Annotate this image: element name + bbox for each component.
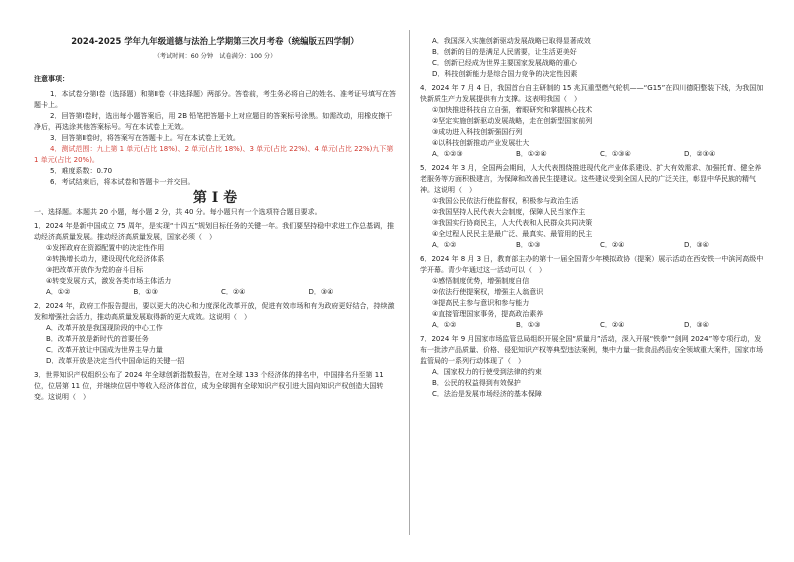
choice-c: C．①③④ bbox=[600, 150, 631, 158]
choice-d: D．②③④ bbox=[684, 150, 716, 158]
statement: ②转换增长动力，建设现代化经济体系 bbox=[46, 255, 165, 263]
statement: ②我国坚持人民代表大会制度，保障人民当家作主 bbox=[432, 208, 586, 216]
choice-b: B．①③ bbox=[516, 241, 541, 249]
question-stem: 1．2024 年是新中国成立 75 周年，是实现“十四五”规划目标任务的关键一年。我们要坚持稳中求进工作总基调，推动经济高质量发展。推动经济高质量发展，国家必须（ ） bbox=[34, 222, 395, 241]
option-a: A．改革开放是我国现阶段的中心工作 bbox=[46, 324, 163, 332]
choice-a: A．①②③ bbox=[432, 150, 463, 158]
choice-row bbox=[432, 320, 768, 331]
statement: ③把改革开放作为党的奋斗目标 bbox=[46, 266, 144, 274]
statement: ④直接管理国家事务，提高政治素养 bbox=[432, 310, 544, 318]
exam-subtitle: （考试时间：60 分钟 试卷满分：100 分） bbox=[153, 53, 277, 60]
question-stem: 5．2024 年 3 月，全国两会期间，人大代表围绕推进现代化产业体系建设、扩大有效需求、加强托育、健全养老服务等方面积极建言，为保障和改善民生提建议。这些建议受到全国人民的广泛关注，彰显中华民族的精气神。这说明（ ） bbox=[420, 164, 762, 194]
choice-row bbox=[432, 240, 768, 251]
statement: ④全过程人民民主是最广泛、最真实、最管用的民主 bbox=[432, 230, 593, 238]
question-7 bbox=[420, 334, 768, 400]
statement: ③我国实行协商民主，人大代表和人民群众共同决策 bbox=[432, 219, 593, 227]
option-d: D．科技创新能力是综合国力竞争的决定性因素 bbox=[432, 70, 578, 78]
question-1 bbox=[34, 221, 396, 298]
option-b: B．创新的目的是满足人民需要，让生活更美好 bbox=[432, 48, 577, 56]
notice-item: 1．本试卷分第Ⅰ卷（选择题）和第Ⅱ卷（非选择题）两部分。答卷前，考生务必将自己的姓名、准考证号填写在答题卡上。 bbox=[34, 90, 396, 109]
statement: ③成功进入科技创新强国行列 bbox=[432, 128, 523, 136]
choice-d: D．③④ bbox=[684, 241, 709, 249]
question-4 bbox=[420, 83, 768, 160]
question-stem: 2．2024 年，政府工作报告提出，要以更大的决心和力度深化改革开放，促进有效市场和有为政府更好结合，持续激发和增强社会活力，推动高质量发展取得新的更大成效。这说明（ ） bbox=[34, 302, 395, 321]
choice-c: C．②④ bbox=[600, 321, 625, 329]
question-3-options bbox=[420, 36, 768, 80]
notice-heading: 注意事项： bbox=[34, 75, 69, 83]
notice-item: 3．回答第Ⅱ卷时，将答案写在答题卡上。写在本试卷上无效。 bbox=[50, 134, 240, 142]
choice-c: C．②④ bbox=[221, 288, 246, 296]
left-column bbox=[34, 36, 396, 403]
option-c: C．创新已经成为世界主要国家发展战略的重心 bbox=[432, 59, 577, 67]
statement: ②依法行使提案权，增强主人翁意识 bbox=[432, 288, 544, 296]
statement: ④以科技创新推动产业发展壮大 bbox=[432, 139, 530, 147]
section-roman: 第 Ⅰ 卷 bbox=[192, 190, 238, 206]
choice-a: A．①② bbox=[432, 321, 457, 329]
section-instruction: 一、选择题。本题共 20 小题，每小题 2 分，共 40 分。每小题只有一个选项符合题目要求。 bbox=[34, 208, 322, 216]
notice-item: 2．回答第Ⅰ卷时，选出每小题答案后，用 2B 铅笔把答题卡上对应题目的答案标号涂黑。如需改动，用橡皮擦干净后，再选涂其他答案标号。写在本试卷上无效。 bbox=[34, 112, 393, 131]
exam-title: 2024-2025 学年九年级道德与法治上学期第三次月考卷（统编版五四学制） bbox=[71, 36, 359, 46]
statement: ②坚定实施创新驱动发展战略，走在创新型国家前列 bbox=[432, 117, 593, 125]
column-divider bbox=[409, 30, 410, 535]
question-5 bbox=[420, 163, 768, 251]
option-c: C．法治是发展市场经济的基本保障 bbox=[432, 390, 542, 398]
choice-b: B．①②④ bbox=[516, 150, 547, 158]
option-b: B．公民的权益得到有效保护 bbox=[432, 379, 521, 387]
statement: ③提高民主参与意识和参与能力 bbox=[432, 299, 530, 307]
choice-row bbox=[432, 149, 768, 160]
question-6 bbox=[420, 254, 768, 331]
notice-item-scope: 4．测试范围：九上第 1 单元(占比 18%)、2 单元(占比 18%)、3 单元(占比 22%)、4 单元(占比 22%)九下第 1 单元(占比 20%)。 bbox=[34, 145, 394, 164]
question-stem: 7．2024 年 9 月国家市场监管总局组织开展全国“质量月”活动，深入开展“铁拳”“剑网 2024”等专项行动，发布一批涉产品质量、价格、侵犯知识产权等典型违法案例，集中力量一批食品药品安全领域重大案件，国家市场监管局的一系列行动体现了（ ） bbox=[420, 335, 763, 365]
choice-a: A．①② bbox=[432, 241, 457, 249]
choice-a: A．①② bbox=[46, 288, 71, 296]
option-c: C．改革开放让中国成为世界主导力量 bbox=[46, 346, 163, 354]
right-column bbox=[420, 36, 768, 400]
option-a: A．国家权力的行使受到法律的约束 bbox=[432, 368, 542, 376]
choice-d: D．③④ bbox=[684, 321, 709, 329]
choice-d: D．③④ bbox=[308, 288, 334, 296]
notice-item: 6．考试结束后，将本试卷和答题卡一并交回。 bbox=[50, 178, 195, 186]
notice-item: 5．难度系数：0.70 bbox=[50, 167, 113, 175]
question-stem: 4．2024 年 7 月 4 日，我国首台自主研制的 15 兆瓦重型燃气轮机——“G15”在四川德阳整装下线，为我国加快新质生产力发展提供有力支撑。这表明我国（ ） bbox=[420, 84, 764, 103]
choice-b: B．①③ bbox=[516, 321, 541, 329]
question-2 bbox=[34, 301, 396, 367]
choice-row bbox=[46, 287, 396, 298]
statement: ①发挥政府在资源配置中的决定性作用 bbox=[46, 244, 165, 252]
option-d: D．改革开放是决定当代中国命运的关键一招 bbox=[46, 357, 185, 365]
choice-c: C．②④ bbox=[600, 241, 625, 249]
statement: ④转变发展方式，激发各类市场主体活力 bbox=[46, 277, 172, 285]
question-stem: 6．2024 年 8 月 3 日，教育部主办的第十一届全国青少年模拟政协（提案）展示活动在西安铁一中滨河高级中学开幕。青少年通过这一活动可以（ ） bbox=[420, 255, 764, 274]
option-a: A．我国深入实施创新驱动发展战略已取得显著成效 bbox=[432, 37, 591, 45]
question-stem: 3．世界知识产权组织公布了 2024 年全球创新指数报告，在对全球 133 个经济体的排名中，中国排名升至第 11 位，位居第 11 位，并继续位居中等收入经济体首位，成为全球拥有全球知识产权引进大国向知识产权创造大国转变。这说明（ ） bbox=[34, 371, 384, 401]
statement: ①感悟制度优势，增强制度自信 bbox=[432, 277, 530, 285]
statement: ①加快推进科技自立自强，着眼研究和掌握核心技术 bbox=[432, 106, 593, 114]
statement: ①我国公民依法行使监督权，积极参与政治生活 bbox=[432, 197, 579, 205]
choice-b: B．①③ bbox=[133, 288, 158, 296]
question-3 bbox=[34, 370, 396, 403]
option-b: B．改革开放是新时代的首要任务 bbox=[46, 335, 149, 343]
